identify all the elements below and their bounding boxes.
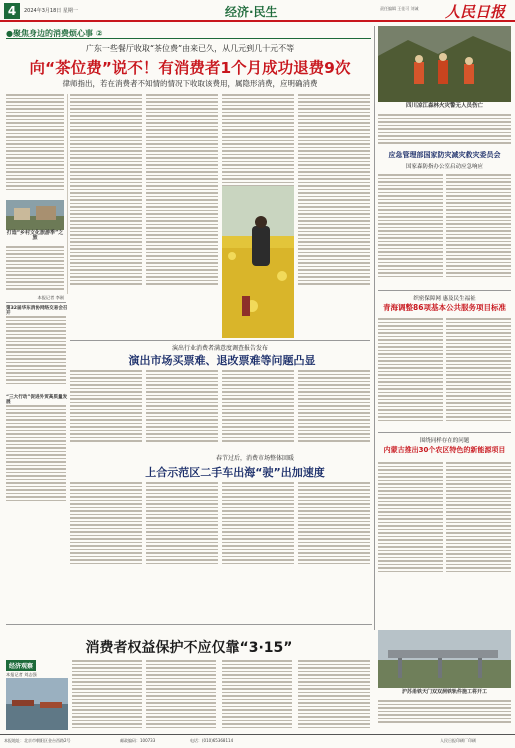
village-photo-caption: 打造“乡村文化旅游季”之旅	[6, 230, 64, 241]
rights-body-col1	[72, 660, 142, 728]
energy-body-col1	[378, 462, 443, 572]
divider	[6, 302, 66, 303]
divider	[6, 624, 372, 625]
lead-subhead: 律师指出，若在消费者不知情的情况下收取该费用，属隐形消费，应明确消费	[62, 79, 318, 88]
market-body-col1	[70, 370, 142, 442]
car-body-col4	[298, 482, 370, 564]
commentary-byline: 本报记者 刘志强	[6, 672, 37, 677]
emergency-body-col2	[446, 174, 511, 277]
emergency-headline: 应急管理部国家防灾减灾救灾委员会	[388, 151, 501, 159]
trade-headline: “三大行动”促进外贸高质量发展	[6, 395, 68, 405]
commentary-tag: 经济观察	[6, 660, 36, 671]
column-divider	[67, 94, 68, 294]
lead-headline: 向“茶位费”说不！有消费者1个月成功退费9次	[29, 59, 351, 77]
energy-body-col2	[446, 462, 511, 572]
newspaper-logo: 人民日报	[445, 3, 506, 21]
banner-rule	[6, 38, 371, 39]
lead-body-col1	[6, 94, 64, 190]
village-body	[6, 246, 64, 290]
market-body-col4	[298, 370, 370, 442]
lead-body-col5	[298, 94, 370, 285]
pension-kicker: 织密保障网 惠及民生福祉	[413, 296, 476, 302]
car-body-col1	[70, 482, 142, 564]
trade-body	[6, 405, 66, 501]
energy-kicker: 围绕同样存在的问题	[419, 438, 470, 444]
lead-body-col4	[222, 94, 294, 190]
emergency-subhead: 国家森防指办公室启动应急响应	[405, 164, 483, 170]
lead-kicker: 广东一些餐厅收取“茶位费”由来已久，从几元到几十元不等	[85, 44, 295, 53]
footer-rule	[0, 734, 515, 735]
section-title: 经济·民生	[225, 5, 278, 19]
car-body-col2	[146, 482, 218, 564]
forest-fire-caption: 四川凉江森林火灾警无人员伤亡	[405, 103, 483, 109]
trade-fair-body	[6, 316, 66, 384]
editor-credits: 责任编辑 王佳可 刘诚	[380, 6, 419, 11]
rights-body-col2	[146, 660, 216, 728]
car-headline: 上合示范区二手车出海“驶”出加速度	[145, 466, 325, 479]
market-body-col3	[222, 370, 294, 442]
page-number: 4	[4, 3, 20, 19]
railway-photo	[378, 630, 511, 688]
market-headline: 演出市场买票难、退改票难等问题凸显	[128, 354, 316, 367]
market-body-col2	[146, 370, 218, 442]
boats-photo	[6, 678, 68, 730]
pension-body-col1	[378, 318, 443, 421]
rights-body-col4	[298, 660, 370, 728]
issue-date: 2024年3月18日 星期一	[24, 8, 78, 14]
footer-address: 本报地址：北京市朝阳区金台西路2号	[4, 738, 71, 743]
market-kicker: 演出行业消费者满意度调查报告发布	[171, 345, 268, 352]
pension-body-col2	[446, 318, 511, 421]
car-kicker: 春节过后，消费市场整体回暖	[215, 455, 294, 462]
divider	[378, 432, 511, 433]
fire-body	[378, 114, 511, 144]
column-banner: ●聚焦身边的消费烦心事 ②	[6, 29, 103, 38]
emergency-body-col1	[378, 174, 443, 277]
railway-body	[378, 700, 511, 723]
divider	[378, 290, 511, 291]
forest-fire-photo	[378, 26, 511, 102]
energy-headline: 内蒙古推出30个农区特色的新能源项目	[383, 446, 506, 454]
car-body-col3	[222, 482, 294, 564]
rapeseed-field-photo	[222, 186, 294, 338]
lead-body-col2	[70, 94, 142, 285]
section-rule	[70, 340, 370, 341]
footer-postcode: 邮政编码：100733	[120, 738, 156, 743]
right-column-divider	[374, 26, 375, 630]
pension-headline: 青海调整86项基本公共服务项目标准	[383, 303, 506, 312]
rights-headline: 消费者权益保护不应仅靠“3·15”	[85, 640, 293, 656]
lead-byline: 本报记者 李刚	[37, 295, 64, 300]
footer-printer: 人民日报印刷厂印刷	[440, 738, 476, 743]
trade-fair-headline: 第32届华东消协网络交易会召开	[6, 306, 68, 316]
railway-caption: 沪苏甬铁天门双双洞铁轨件施工将开工	[401, 689, 487, 695]
lead-body-col3	[146, 94, 218, 285]
rights-body-col3	[222, 660, 292, 728]
footer-phone: 电话：(010)65368114	[190, 738, 234, 743]
village-photo	[6, 200, 64, 230]
